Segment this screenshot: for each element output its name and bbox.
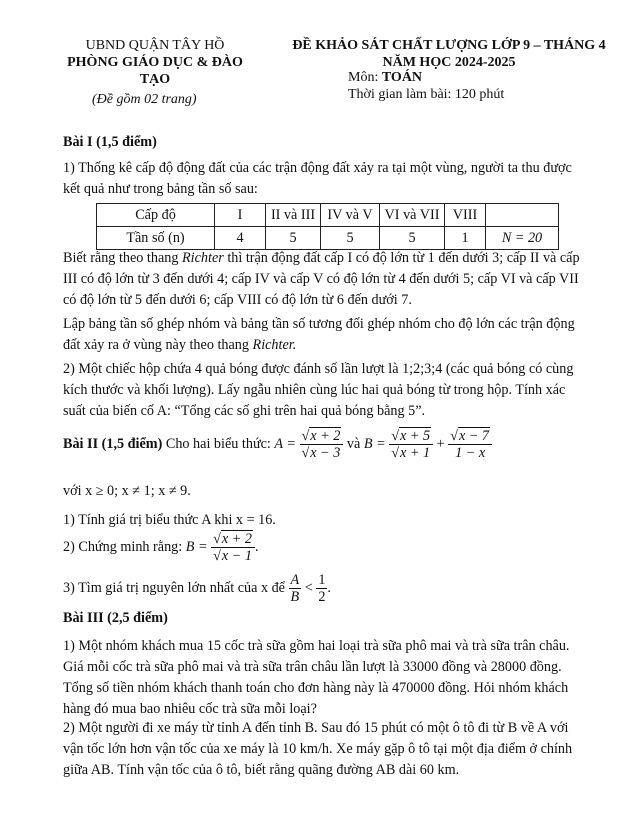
- section-2-question-1: 1) Tính giá trị biểu thức A khi x = 16.: [63, 512, 276, 528]
- fraction-B1: $\frac{√x + 5}{√x + 1}$: [389, 428, 433, 461]
- section-1-title: Bài I (1,5 điểm): [63, 134, 157, 150]
- numerator: x − 7: [458, 428, 490, 444]
- denominator: x − 3: [310, 445, 341, 461]
- section-3-question-2: 2) Một người đi xe máy từ tỉnh A đến tỉnh B. Sau đó 15 phút có một ô tô đi từ B về A với vận tốc lớn hơn vận tốc của xe máy là 10 km/h. Xe máy gặp ô tô tại một địa điểm ở chính giữa AB. Tính vận tốc của ô tô, biết rằng quãng đường AB dài 60 km.: [63, 720, 573, 778]
- text-run: <: [301, 579, 317, 596]
- section-2-condition: với x ≥ 0; x ≠ 1; x ≠ 9.: [63, 483, 191, 499]
- text-run: Richter: [182, 250, 224, 266]
- section-1-richter-note: [63, 248, 591, 311]
- denominator: x + 1: [400, 445, 431, 461]
- denominator: x − 1: [221, 548, 252, 564]
- numerator: x + 5: [400, 428, 431, 444]
- office-name: PHÒNG GIÁO DỤC & ĐÀO TẠO: [67, 55, 243, 87]
- expr-label: B =: [363, 435, 386, 452]
- section-1-question-2: 2) Một chiếc hộp chứa 4 quả bóng được đánh số lần lượt là 1;2;3;4 (các quả bóng có cùng kích thước và khối lượng). Lấy ngẫu nhiên cùng lúc hai quả bóng từ trong hộp. Tính xác suất của biến cố A: “Tổng các số ghi trên hai quả bóng bằng 5”.: [63, 361, 574, 419]
- text-run: 3) Tìm giá trị nguyên lớn nhất của x để: [63, 579, 289, 596]
- frequency-table: [96, 203, 559, 250]
- denominator: 2: [318, 589, 326, 605]
- text-run: Cho hai biểu thức:: [162, 435, 275, 452]
- exam-title: [268, 37, 630, 71]
- department-name: [55, 37, 255, 88]
- table-cell: Tần số (n): [97, 227, 215, 250]
- fraction-B-proof: $\frac{√x + 2}{√x - 1}$: [211, 531, 255, 564]
- section-2-question-2: 2) Chứng minh rằng: B = $\frac{√x + 2}{√x - 1}$ .: [63, 531, 259, 564]
- text-run: Richter.: [252, 337, 297, 353]
- district-name: UBND QUẬN TÂY HỒ: [85, 38, 225, 53]
- fraction-A: $\frac{√x + 2}{√x - 3}$: [300, 428, 344, 461]
- fraction-A-over-B: [289, 572, 302, 605]
- section-2-title: Bài II (1,5 điểm): [63, 435, 163, 452]
- table-row: [97, 227, 559, 250]
- table-cell: 1: [445, 227, 486, 250]
- fraction-one-half: [316, 572, 327, 605]
- exam-title-line: ĐỀ KHẢO SÁT CHẤT LƯỢNG LỚP 9 – THÁNG 4: [292, 38, 606, 53]
- text-run: Lập bảng tần số ghép nhóm và bảng tần số tương đối ghép nhóm cho độ lớn các trận động đất xảy ra ở vùng này theo thang: [63, 316, 575, 353]
- section-2-question-3: 3) Tìm giá trị nguyên lớn nhất của x để $\frac{A}{B}$ < $\frac{1}{2}$ .: [63, 572, 331, 605]
- subject: TOÁN: [381, 70, 423, 85]
- expr-label: B =: [185, 538, 208, 555]
- text-run: Biết rằng theo thang: [63, 250, 182, 266]
- table-cell: 5: [380, 227, 445, 250]
- subject-label: Môn:: [348, 70, 382, 85]
- table-cell: 5: [321, 227, 380, 250]
- table-cell: 4: [215, 227, 266, 250]
- page-count-note: (Đề gồm 02 trang): [92, 92, 197, 107]
- table-cell: IV và V: [321, 204, 380, 227]
- table-cell: 5: [266, 227, 321, 250]
- section-2-intro: Bài II (1,5 điểm) Cho hai biểu thức: A = $\frac{√x + 2}{√x - 3}$ và B = $\frac{√x + 5}{√x + 1}$ + $\frac{√x - 7}{1 - x}$: [63, 428, 492, 461]
- expr-label: A =: [274, 435, 296, 452]
- section-1-task: [63, 314, 591, 356]
- numerator: A: [290, 572, 300, 588]
- denominator: B: [290, 589, 300, 605]
- section-1-question-1: 1) Thống kê cấp độ động đất của các trận động đất xảy ra tại một vùng, người ta thu được kết quả như trong bảng tần số sau:: [63, 160, 572, 197]
- text-run: 2) Chứng minh rằng:: [63, 538, 186, 555]
- denominator: 1 − x: [455, 445, 486, 461]
- table-cell: N = 20: [486, 227, 559, 250]
- text-run: và: [346, 435, 364, 452]
- table-cell: I: [215, 204, 266, 227]
- table-cell: VI và VII: [380, 204, 445, 227]
- section-3-question-1: 1) Một nhóm khách mua 15 cốc trà sữa gồm hai loại trà sữa phô mai và trà sữa trân châu. Giá mỗi cốc trà sữa phô mai và trà sữa trân châu lần lượt là 33000 đồng và 28000 đồng. Tổng số tiền nhóm khách thanh toán cho đơn hàng này là 470000 đồng. Hỏi nhóm khách hàng đó mua bao nhiêu cốc trà sữa mỗi loại?: [63, 638, 570, 717]
- table-cell: VIII: [445, 204, 486, 227]
- numerator: 1: [318, 572, 326, 588]
- text-run: thì trận động đất cấp I có độ lớn từ 1 đến dưới 3; cấp II và cấp III có độ lớn từ 3 đến dưới 4; cấp IV và cấp V có độ lớn từ 4 đến dưới 5; cấp VI và cấp VII có độ lớn từ 5 đến dưới 6; cấp VIII có độ lớn từ 6 đến dưới 7.: [63, 250, 580, 308]
- fraction-B2: $\frac{√x - 7}{1 - x}$: [448, 428, 492, 461]
- time-allowed: Thời gian làm bài: 120 phút: [348, 87, 505, 102]
- table-cell: II và III: [266, 204, 321, 227]
- numerator: x + 2: [221, 531, 252, 547]
- subject-line: [348, 69, 422, 86]
- section-3-title: Bài III (2,5 điểm): [63, 610, 168, 626]
- numerator: x + 2: [310, 428, 341, 444]
- table-row: [97, 204, 559, 227]
- school-year: NĂM HỌC 2024-2025: [382, 55, 516, 70]
- table-cell: Cấp độ: [97, 204, 215, 227]
- table-cell: [486, 204, 559, 227]
